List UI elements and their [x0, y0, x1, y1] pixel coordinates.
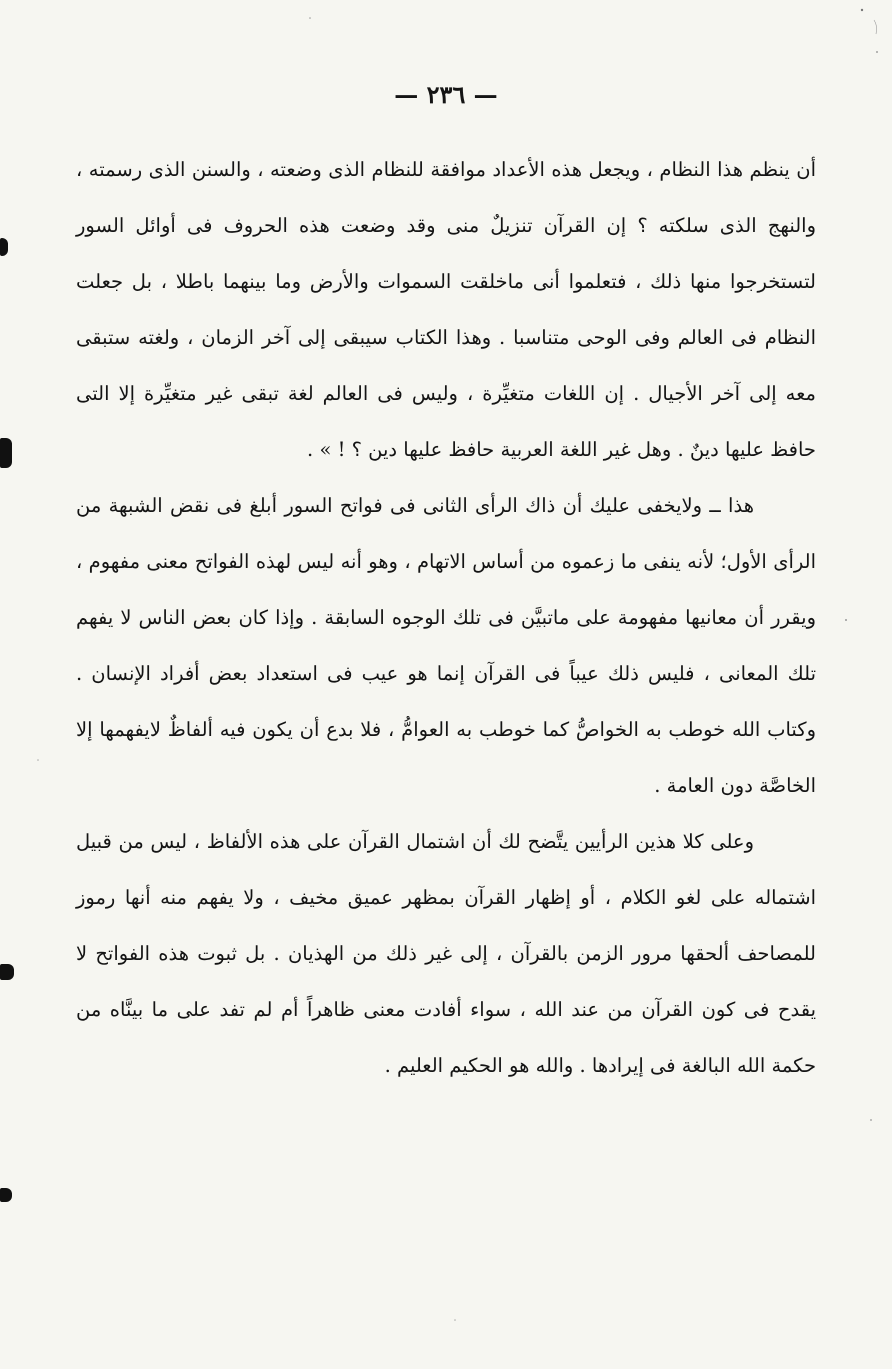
binding-hole-mark [0, 1188, 12, 1202]
body-text [76, 142, 816, 1094]
paragraph-continuation: أن ينظم هذا النظام ، ويجعل هذه الأعداد موافقة للنظام الذى وضعته ، والسنن الذى رسمته ، والنهج الذى سلكته ؟ إن القرآن تنزيلٌ منى وقد وضعت هذه الحروف فى أوائل السور لتستخرجوا منها ذلك ، فتعلموا أنى ماخلقت السموات والأرض وما بينهما باطلا ، بل جعلت النظام فى العالم وفى الوحى متناسبا . وهذا الكتاب سيبقى إلى آخر الزمان ، ولغته ستبقى معه إلى آخر الأجيال . إن اللغات متغيِّرة ، وليس فى العالم لغة تبقى غير متغيِّرة إلا التى حافظ عليها دينٌ . وهل غير اللغة العربية حافظ عليها دين ؟ ! » . [76, 158, 816, 461]
paragraph-second: هذا ــ ولايخفى عليك أن ذاك الرأى الثانى فى فواتح السور أبلغ فى نقض الشبهة من الرأى الأول؛ لأنه ينفى ما زعموه من أساس الاتهام ، وهو أنه ليس لهذه الفواتح معنى مفهوم ، ويقرر أن معانيها مفهومة على ماتبيَّن فى تلك الوجوه السابقة . وإذا كان بعض الناس لا يفهم تلك المعانى ، فليس ذلك عيباً فى القرآن إنما هو عيب فى استعداد بعض أفراد الإنسان . وكتاب الله خوطب به الخواصُّ كما خوطب به العوامُّ ، فلا بدع أن يكون فيه ألفاظٌ لايفهمها إلا الخاصَّة دون العامة . [76, 494, 816, 797]
page-number: — ٢٣٦ — [394, 80, 498, 109]
binding-hole-mark [0, 964, 14, 980]
binding-hole-mark [0, 438, 12, 468]
paragraph-third: وعلى كلا هذين الرأيين يتَّضح لك أن اشتمال القرآن على هذه الألفاظ ، ليس من قبيل اشتماله على لغو الكلام ، أو إظهار القرآن بمظهر عميق مخيف ، ولا يفهم منه أنها رموز للمصاحف ألحقها مرور الزمن بالقرآن ، إلى غير ذلك من الهذيان . بل ثبوت هذه الفواتح لا يقدح فى كون القرآن من عند الله ، سواء أفادت معنى ظاهراً أم لم تفد على ما بينَّاه من حكمة الله البالغة فى إيرادها . والله هو الحكيم العليم . [76, 830, 816, 1077]
binding-hole-mark [0, 238, 8, 256]
